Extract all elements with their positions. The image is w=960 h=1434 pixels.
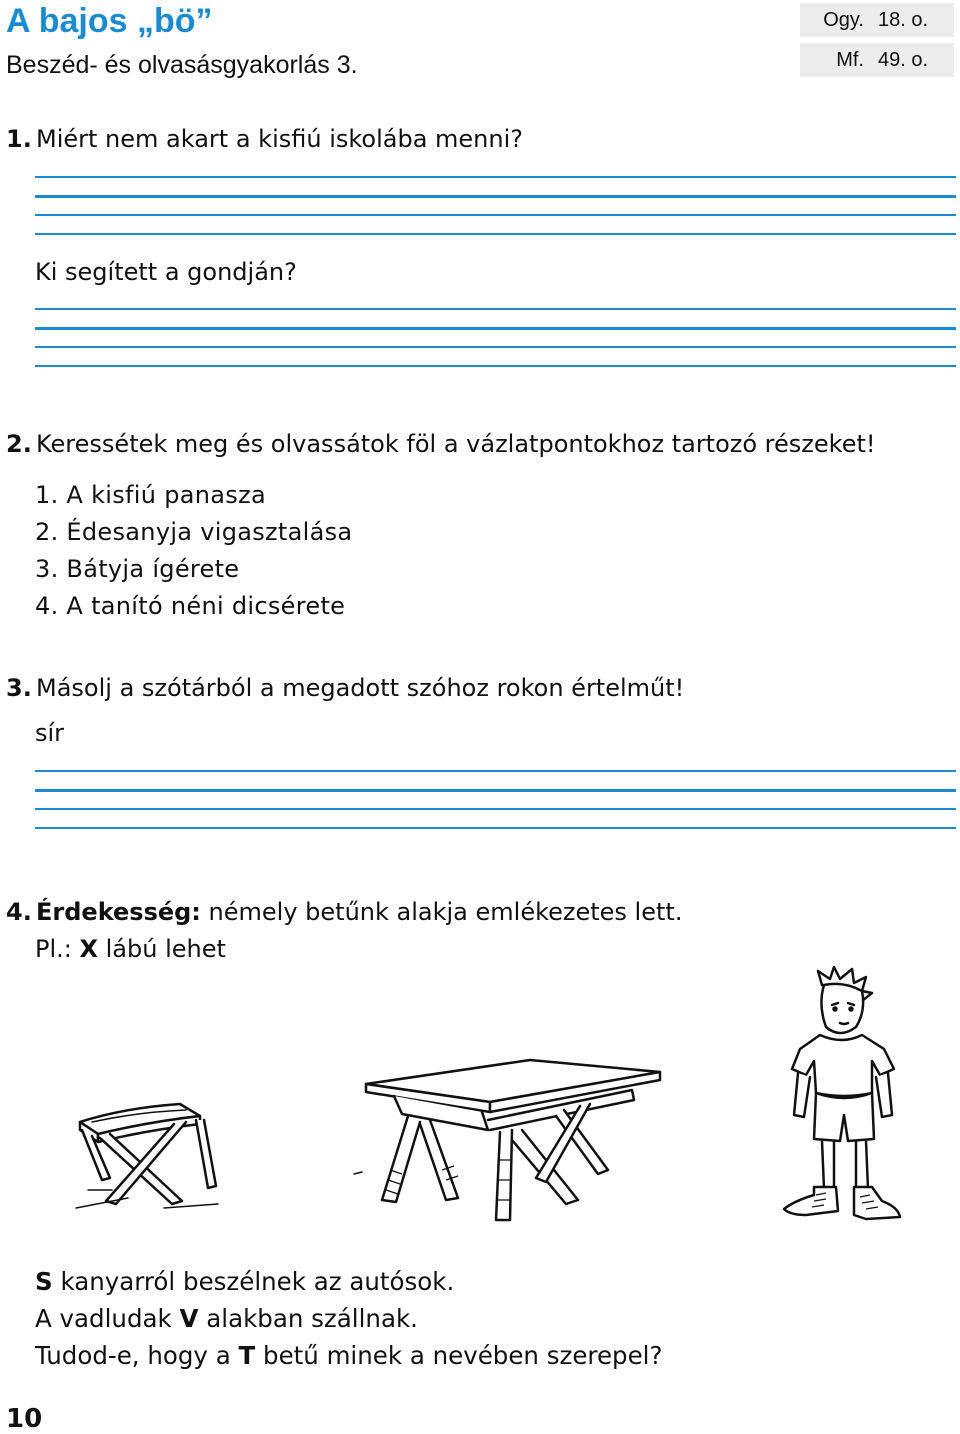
question-text: némely betűnk alakja emlékezetes lett. xyxy=(200,898,683,926)
reference-label: Mf. xyxy=(836,48,864,71)
writing-line[interactable] xyxy=(35,789,956,792)
writing-line[interactable] xyxy=(35,195,956,198)
table-illustration xyxy=(350,1050,680,1230)
writing-line[interactable] xyxy=(35,346,956,348)
list-item: 3. Bátyja ígérete xyxy=(35,555,240,583)
page-number: 10 xyxy=(6,1404,43,1434)
sentence-letter: V xyxy=(179,1304,199,1333)
reference-value: 18. o. xyxy=(878,8,929,31)
writing-line[interactable] xyxy=(35,365,956,367)
example-prefix: Pl.: xyxy=(35,935,80,963)
question-1 xyxy=(6,125,523,153)
sentence-suffix: betű minek a nevében szerepel? xyxy=(255,1341,663,1370)
sentence-suffix: kanyarról beszélnek az autósok. xyxy=(52,1267,455,1296)
question-2 xyxy=(6,430,876,458)
writing-line[interactable] xyxy=(35,808,956,810)
question-number: 1. xyxy=(6,125,32,153)
reference-value: 49. o. xyxy=(878,48,929,71)
page-title: A bajos „bö” xyxy=(6,2,213,40)
example-letter: X xyxy=(79,935,98,963)
writing-line[interactable] xyxy=(35,827,956,829)
question-number: 4. xyxy=(6,898,32,926)
question-bold: Érdekesség: xyxy=(36,898,201,926)
fact-sentence xyxy=(35,1263,662,1300)
example-line xyxy=(35,935,226,963)
question-text: Másolj a szótárból a megadott szóhoz rokon értelműt! xyxy=(36,674,685,702)
textbook-reference xyxy=(800,3,954,37)
sentence-prefix: A vadludak xyxy=(35,1304,180,1333)
sentence-letter: S xyxy=(35,1267,53,1296)
list-item: 2. Édesanyja vigasztalása xyxy=(35,518,353,546)
writing-line[interactable] xyxy=(35,770,956,772)
writing-line[interactable] xyxy=(35,308,956,310)
fact-list xyxy=(35,1263,662,1374)
question-1-sub: Ki segített a gondján? xyxy=(35,258,297,286)
example-suffix: lábú lehet xyxy=(98,935,226,963)
sentence-suffix: alakban szállnak. xyxy=(198,1304,418,1333)
list-item: 1. A kisfiú panasza xyxy=(35,481,266,509)
sentence-prefix: Tudod-e, hogy a xyxy=(35,1341,239,1370)
question-4 xyxy=(6,898,682,926)
writing-line[interactable] xyxy=(35,176,956,178)
given-word: sír xyxy=(35,719,65,747)
question-number: 2. xyxy=(6,430,32,458)
question-text: Keressétek meg és olvassátok föl a vázlatpontokhoz tartozó részeket! xyxy=(36,430,876,458)
page-subtitle: Beszéd- és olvasásgyakorlás 3. xyxy=(6,51,358,79)
writing-line[interactable] xyxy=(35,327,956,330)
workbook-reference xyxy=(800,43,954,77)
outline-list xyxy=(35,477,352,625)
question-text: Miért nem akart a kisfiú iskolába menni? xyxy=(36,125,524,153)
question-number: 3. xyxy=(6,674,32,702)
fact-sentence xyxy=(35,1300,662,1337)
stool-illustration xyxy=(68,1100,248,1215)
writing-line[interactable] xyxy=(35,214,956,216)
question-3 xyxy=(6,674,684,702)
sentence-letter: T xyxy=(238,1341,256,1370)
list-item: 4. A tanító néni dicsérete xyxy=(35,592,346,620)
writing-line[interactable] xyxy=(35,233,956,235)
reference-label: Ogy. xyxy=(823,8,864,31)
boy-illustration xyxy=(770,965,905,1233)
fact-sentence xyxy=(35,1337,662,1374)
